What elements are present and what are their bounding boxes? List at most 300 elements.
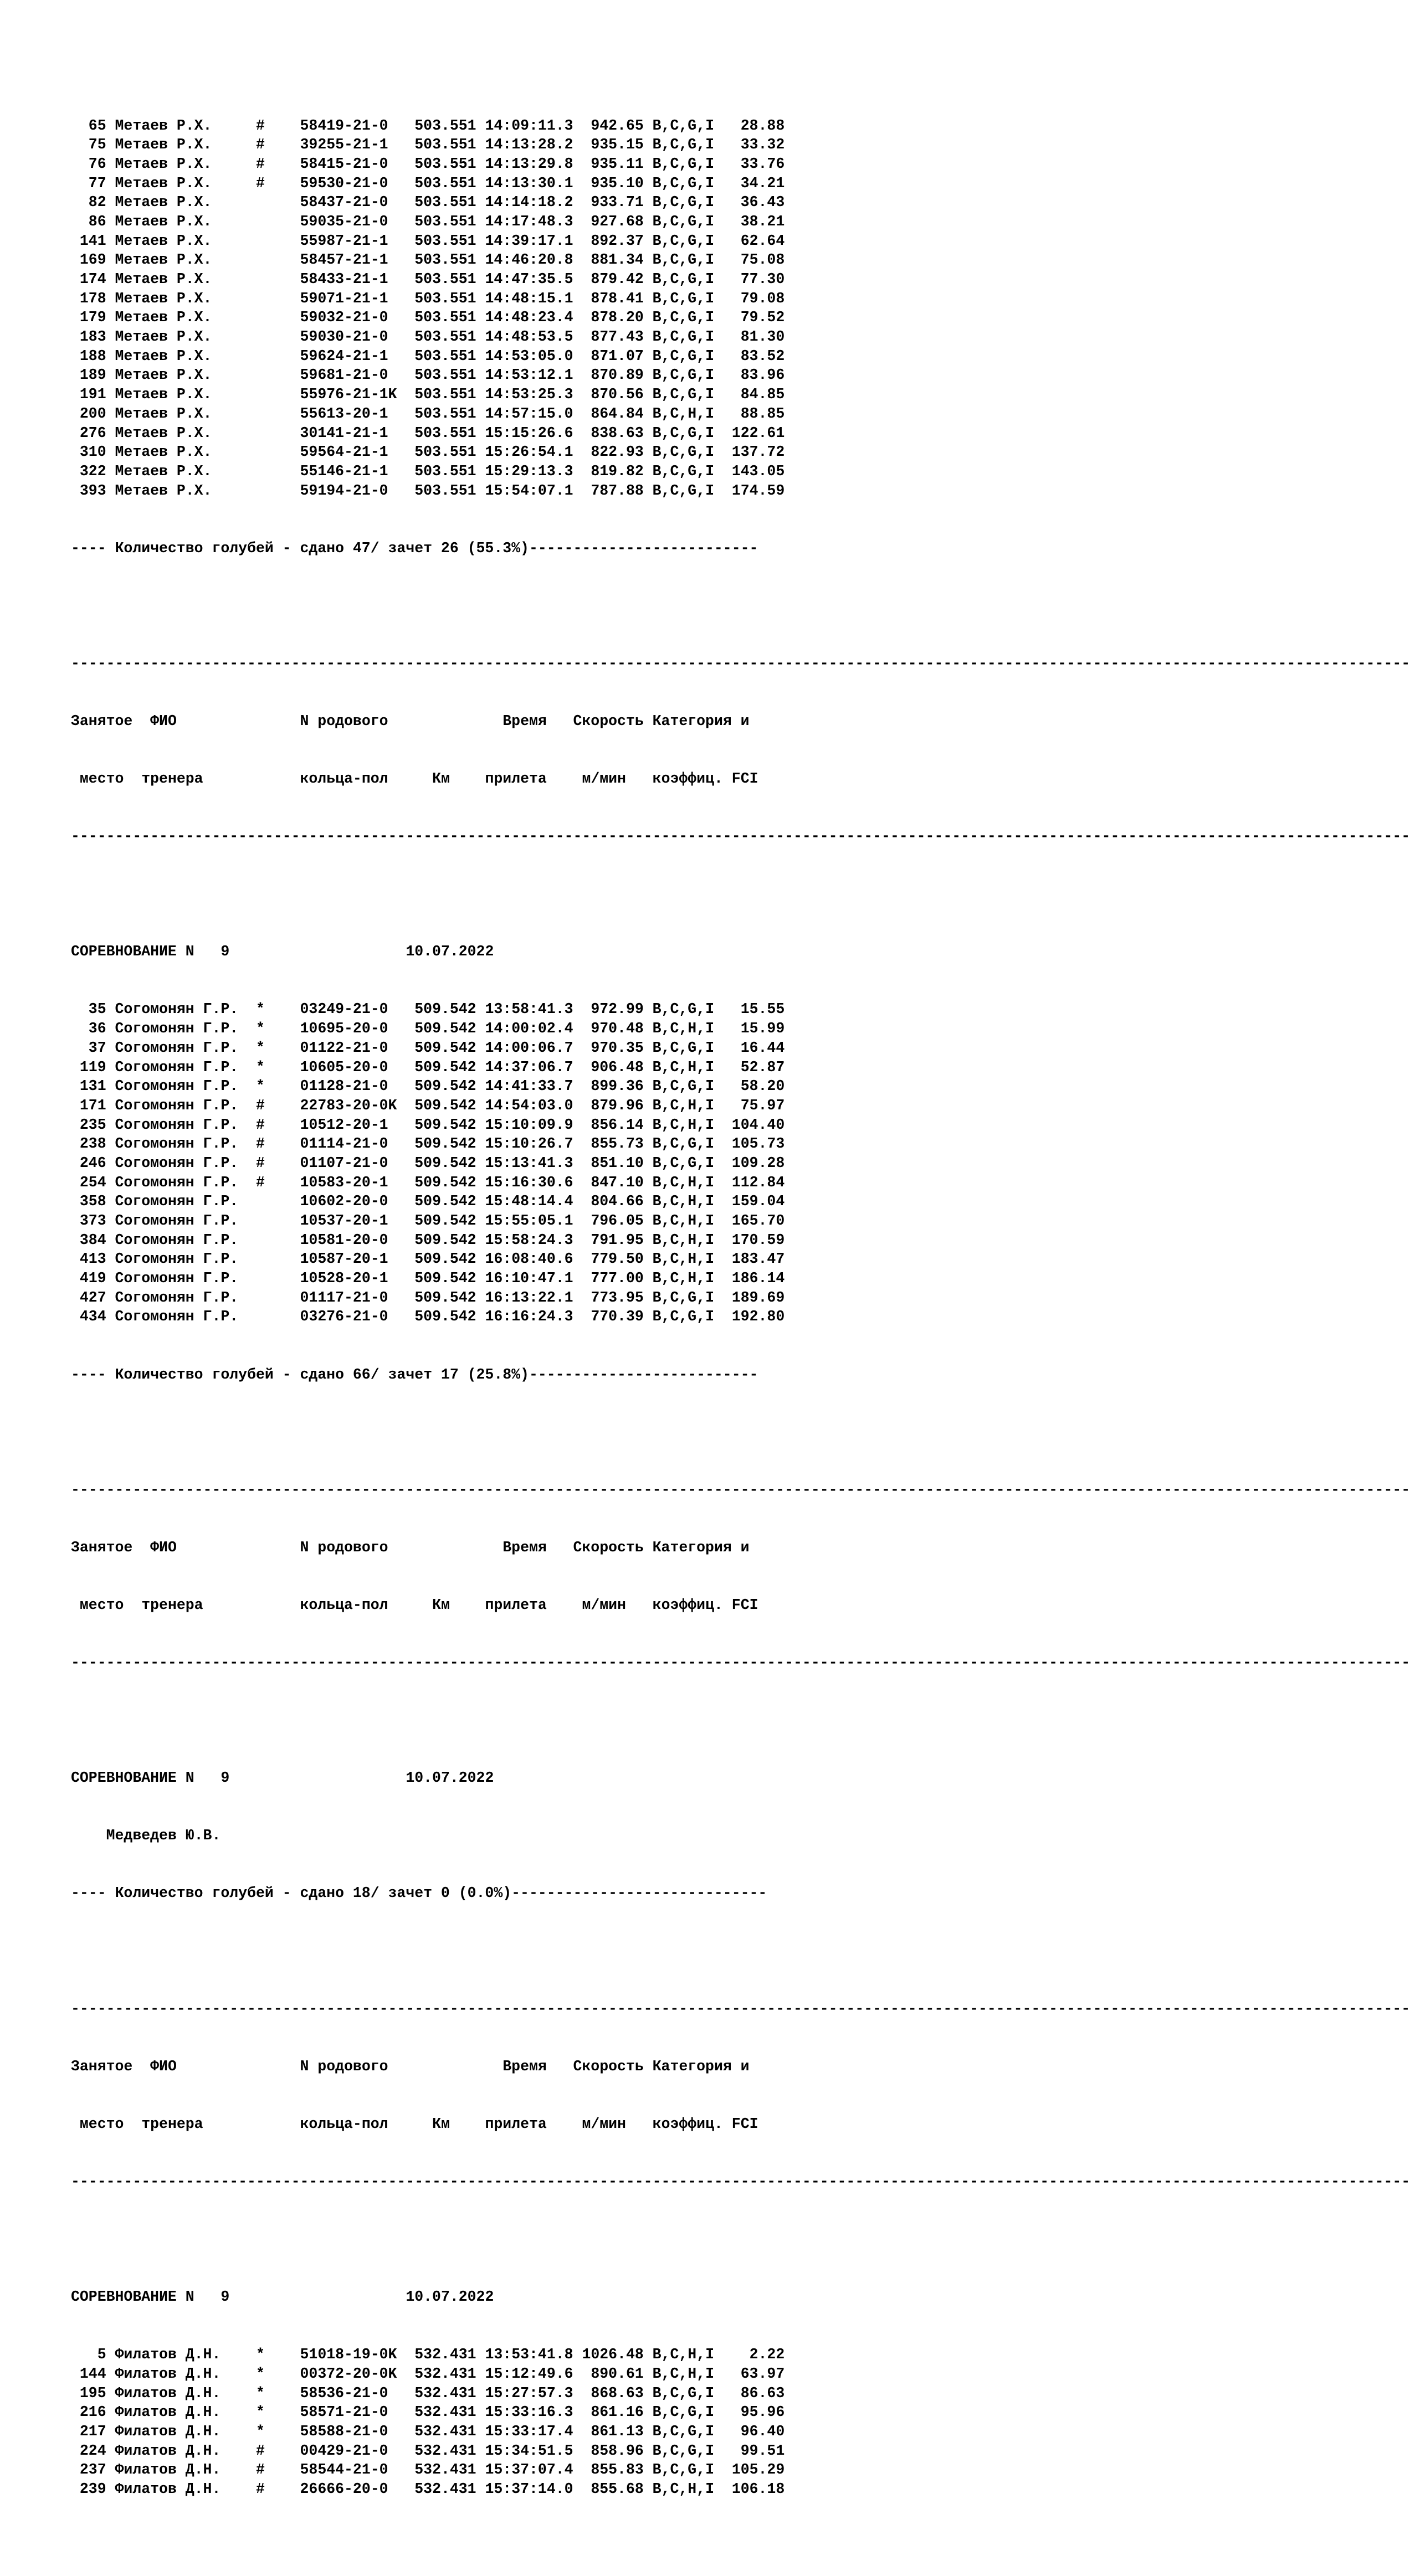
speed-cell: 796.05: [582, 1212, 644, 1230]
col-place-subheader: место: [79, 2115, 124, 2132]
fancier-cell: Согомонян Г.Р.: [115, 1039, 248, 1056]
speed-cell: 870.89: [582, 367, 644, 384]
time-cell: 15:33:16.3: [485, 2404, 573, 2421]
competition-date: 10.07.2022: [406, 2289, 494, 2306]
ring-cell: 59564-21-1: [300, 444, 397, 461]
result-row: [71, 193, 1410, 212]
result-row: [71, 481, 1410, 501]
result-row: [71, 385, 1410, 404]
result-row: [71, 2384, 1410, 2403]
mark-cell: [256, 194, 265, 210]
coef-cell: 95.96: [731, 2404, 785, 2421]
mark-cell: *: [255, 1039, 265, 1056]
result-row: [71, 1019, 1410, 1038]
col-category-header: Категория и: [652, 1539, 750, 1556]
col-speed-subheader: м/мин: [582, 1596, 626, 1613]
result-row: [71, 2422, 1410, 2441]
time-cell: 14:48:23.4: [485, 309, 573, 326]
place-cell: 119: [71, 1058, 106, 1076]
place-cell: 86: [71, 213, 106, 230]
result-row: [71, 1038, 1410, 1058]
col-speed-header: Скорость: [573, 2058, 644, 2075]
km-cell: 532.431: [414, 2384, 476, 2402]
col-time-subheader: прилета: [485, 1596, 547, 1613]
km-cell: 503.551: [414, 367, 476, 384]
time-cell: 16:10:47.1: [485, 1270, 573, 1287]
place-cell: 183: [71, 328, 106, 346]
km-cell: 509.542: [414, 1058, 476, 1076]
category-cell: B,C,H,I: [652, 2346, 714, 2363]
speed-cell: 855.73: [582, 1135, 644, 1153]
place-cell: 65: [71, 117, 106, 134]
col-category-header: Категория и: [652, 2058, 750, 2075]
result-row: [71, 2403, 1410, 2422]
fancier-cell: Филатов Д.Н.: [115, 2423, 248, 2440]
category-cell: B,C,G,I: [652, 232, 714, 249]
result-row: [71, 1058, 1410, 1077]
mark-cell: [256, 328, 265, 345]
coef-cell: 170.59: [731, 1231, 785, 1248]
mark-cell: *: [255, 2423, 265, 2440]
fancier-cell: Метаев Р.Х.: [115, 251, 248, 269]
time-cell: 14:17:48.3: [485, 213, 573, 230]
fancier-cell: Согомонян Г.Р.: [115, 1308, 248, 1325]
fancier-cell: Метаев Р.Х.: [115, 271, 248, 288]
result-row: [71, 2460, 1410, 2480]
time-cell: 15:10:26.7: [485, 1135, 573, 1153]
col-category-subheader: коэффиц. FCI: [652, 1596, 758, 1613]
speed-cell: 847.10: [582, 1174, 644, 1191]
category-cell: B,C,G,I: [652, 2384, 714, 2402]
ring-cell: 59032-21-0: [300, 309, 397, 326]
speed-cell: 856.14: [582, 1116, 644, 1133]
coef-cell: 34.21: [731, 174, 785, 192]
mark-cell: [256, 405, 265, 422]
ring-cell: 30141-21-1: [300, 424, 397, 441]
time-cell: 14:13:29.8: [485, 155, 573, 172]
km-cell: 532.431: [414, 2461, 476, 2479]
ring-cell: 00429-21-0: [300, 2442, 397, 2459]
km-cell: 503.551: [414, 155, 476, 172]
km-cell: 503.551: [414, 290, 476, 307]
km-cell: 503.551: [414, 271, 476, 288]
results-rows-metaev: [71, 116, 1410, 501]
mark-cell: #: [255, 117, 265, 134]
col-time-header: Время: [503, 712, 547, 729]
col-time-subheader: прилета: [485, 770, 547, 788]
ring-cell: 59681-21-0: [300, 367, 397, 384]
results-rows-filatov: [71, 2345, 1410, 2499]
col-ring-header: N родового: [300, 2058, 388, 2075]
km-cell: 503.551: [414, 174, 476, 192]
mark-cell: [256, 1270, 265, 1287]
speed-cell: 878.20: [582, 309, 644, 326]
time-cell: 14:39:17.1: [485, 232, 573, 249]
speed-cell: 881.34: [582, 251, 644, 269]
ring-cell: 55976-21-1K: [300, 386, 397, 403]
col-speed-header: Скорость: [573, 712, 644, 729]
time-cell: 15:29:13.3: [485, 462, 573, 480]
fancier-cell: Метаев Р.Х.: [115, 462, 248, 480]
result-row: [71, 174, 1410, 193]
time-cell: 16:16:24.3: [485, 1308, 573, 1325]
category-cell: B,C,G,I: [652, 444, 714, 461]
mark-cell: #: [255, 136, 265, 153]
coef-cell: 109.28: [731, 1154, 785, 1171]
ring-cell: 55146-21-1: [300, 462, 397, 480]
col-name-subheader: тренера: [141, 1596, 203, 1613]
ring-cell: 59194-21-0: [300, 482, 397, 499]
coef-cell: 81.30: [731, 328, 785, 346]
place-cell: 5: [71, 2346, 106, 2363]
km-cell: 503.551: [414, 194, 476, 211]
time-cell: 15:34:51.5: [485, 2442, 573, 2459]
time-cell: 15:26:54.1: [485, 444, 573, 461]
coef-cell: 99.51: [731, 2442, 785, 2459]
place-cell: 75: [71, 136, 106, 153]
result-row: [71, 1269, 1410, 1288]
column-header-line1: [71, 712, 1410, 731]
column-header-line2: [71, 769, 1410, 789]
mark-cell: #: [255, 2461, 265, 2479]
time-cell: 14:13:30.1: [485, 174, 573, 192]
category-cell: B,C,H,I: [652, 1116, 714, 1133]
time-cell: 16:13:22.1: [485, 1289, 573, 1306]
fancier-cell: Филатов Д.Н.: [115, 2384, 248, 2402]
time-cell: 15:58:24.3: [485, 1231, 573, 1248]
km-cell: 509.542: [414, 1308, 476, 1325]
ring-cell: 26666-20-0: [300, 2481, 397, 2498]
results-document: [71, 20, 1410, 2576]
col-category-subheader: коэффиц. FCI: [652, 770, 758, 788]
fancier-cell: Метаев Р.Х.: [115, 424, 248, 441]
col-name-header: ФИО: [150, 2058, 177, 2075]
category-cell: B,C,G,I: [652, 2442, 714, 2459]
result-row: [71, 289, 1410, 308]
speed-cell: 851.10: [582, 1154, 644, 1171]
speed-cell: 927.68: [582, 213, 644, 230]
coef-cell: 165.70: [731, 1212, 785, 1230]
mark-cell: #: [255, 1174, 265, 1191]
place-cell: 216: [71, 2404, 106, 2421]
km-cell: 503.551: [414, 251, 476, 269]
mark-cell: [256, 482, 265, 499]
fancier-cell: Согомонян Г.Р.: [115, 1289, 248, 1306]
place-cell: 276: [71, 424, 106, 441]
col-speed-subheader: м/мин: [582, 2115, 626, 2132]
column-header-line2: [71, 2115, 1410, 2134]
speed-cell: 879.96: [582, 1097, 644, 1114]
mark-cell: *: [255, 1001, 265, 1018]
ring-cell: 59071-21-1: [300, 290, 397, 307]
block-medvedev: [71, 1730, 1410, 1942]
time-cell: 15:10:09.9: [485, 1116, 573, 1133]
fancier-cell: Согомонян Г.Р.: [115, 1270, 248, 1287]
competition-line: [71, 2287, 1410, 2307]
col-category-header: Категория и: [652, 712, 750, 729]
mark-cell: [256, 1251, 265, 1267]
time-cell: 16:08:40.6: [485, 1251, 573, 1268]
category-cell: B,C,G,I: [652, 1001, 714, 1018]
mark-cell: [256, 367, 265, 383]
place-cell: 141: [71, 232, 106, 249]
category-cell: B,C,G,I: [652, 2423, 714, 2440]
fancier-cell: Метаев Р.Х.: [115, 482, 248, 499]
fancier-cell: Метаев Р.Х.: [115, 405, 248, 422]
mark-cell: #: [255, 2442, 265, 2459]
result-row: [71, 2345, 1410, 2364]
speed-cell: 899.36: [582, 1078, 644, 1095]
result-row: [71, 462, 1410, 481]
mark-cell: [256, 290, 265, 307]
km-cell: 509.542: [414, 1231, 476, 1248]
category-cell: B,C,H,I: [652, 1097, 714, 1114]
place-cell: 191: [71, 386, 106, 403]
col-place-header: Занятое: [71, 2058, 133, 2075]
ring-cell: 10512-20-1: [300, 1116, 397, 1133]
place-cell: 239: [71, 2481, 106, 2498]
summary-line: ---- Количество голубей - сдано 47/ зачет 26 (55.3%)--------------------------: [71, 539, 758, 557]
ring-cell: 59035-21-0: [300, 213, 397, 230]
ring-cell: 10695-20-0: [300, 1020, 397, 1037]
category-cell: B,C,H,I: [652, 1212, 714, 1230]
place-cell: 35: [71, 1001, 106, 1018]
coef-cell: 15.99: [731, 1020, 785, 1037]
place-cell: 224: [71, 2442, 106, 2459]
ring-cell: 58457-21-1: [300, 251, 397, 269]
coef-cell: 174.59: [731, 482, 785, 499]
speed-cell: 804.66: [582, 1193, 644, 1210]
place-cell: 179: [71, 309, 106, 326]
result-row: [71, 1250, 1410, 1269]
speed-cell: 870.56: [582, 386, 644, 403]
km-cell: 509.542: [414, 1097, 476, 1114]
speed-cell: 935.10: [582, 174, 644, 192]
km-cell: 503.551: [414, 136, 476, 153]
coef-cell: 84.85: [731, 386, 785, 403]
ring-cell: 58437-21-0: [300, 194, 397, 211]
fancier-cell: Филатов Д.Н.: [115, 2365, 248, 2382]
result-row: [71, 135, 1410, 155]
summary-line: ---- Количество голубей - сдано 66/ зачет 17 (25.8%)--------------------------: [71, 1366, 758, 1383]
category-cell: B,C,G,I: [652, 347, 714, 364]
km-cell: 503.551: [414, 444, 476, 461]
time-cell: 14:09:11.3: [485, 117, 573, 134]
column-header-line2: [71, 1596, 1410, 1615]
coef-cell: 106.18: [731, 2481, 785, 2498]
category-cell: B,C,H,I: [652, 405, 714, 422]
place-cell: 195: [71, 2384, 106, 2402]
place-cell: 131: [71, 1078, 106, 1095]
summary-text: Количество голубей - сдано 66/ зачет 17 (25.8%): [115, 1366, 529, 1383]
category-cell: B,C,H,I: [652, 2365, 714, 2382]
fancier-cell: Филатов Д.Н.: [115, 2461, 248, 2479]
fancier-cell: Метаев Р.Х.: [115, 328, 248, 346]
ring-cell: 01117-21-0: [300, 1289, 397, 1306]
fancier-cell: Согомонян Г.Р.: [115, 1212, 248, 1230]
time-cell: 15:37:14.0: [485, 2481, 573, 2498]
speed-cell: 890.61: [582, 2365, 644, 2382]
result-row: [71, 116, 1410, 136]
km-cell: 509.542: [414, 1078, 476, 1095]
mark-cell: [256, 386, 265, 403]
result-row: [71, 347, 1410, 366]
mark-cell: [256, 444, 265, 460]
coef-cell: 33.32: [731, 136, 785, 153]
result-row: [71, 1134, 1410, 1154]
col-place-header: Занятое: [71, 712, 133, 729]
fancier-cell: Согомонян Г.Р.: [115, 1231, 248, 1248]
mark-cell: [256, 309, 265, 326]
coef-cell: 28.88: [731, 117, 785, 134]
competition-label: СОРЕВНОВАНИЕ N: [71, 2289, 194, 2306]
speed-cell: 777.00: [582, 1270, 644, 1287]
divider: --------------------------------------------------------------------------------------------------------------------------------------------------------: [71, 1654, 1410, 1672]
result-row: [71, 1231, 1410, 1250]
speed-cell: 933.71: [582, 194, 644, 211]
category-cell: B,C,G,I: [652, 251, 714, 269]
fancier-cell: Метаев Р.Х.: [115, 174, 248, 192]
mark-cell: [256, 271, 265, 287]
coef-cell: 75.97: [731, 1097, 785, 1114]
col-km-header: Км: [432, 1596, 450, 1613]
place-cell: 237: [71, 2461, 106, 2479]
mark-cell: #: [255, 1097, 265, 1114]
mark-cell: *: [255, 2404, 265, 2421]
speed-cell: 878.41: [582, 290, 644, 307]
ring-cell: 01122-21-0: [300, 1039, 397, 1056]
fancier-cell: Метаев Р.Х.: [115, 444, 248, 461]
ring-cell: 58433-21-1: [300, 271, 397, 288]
coef-cell: 83.96: [731, 367, 785, 384]
ring-cell: 10581-20-0: [300, 1231, 397, 1248]
km-cell: 503.551: [414, 213, 476, 230]
category-cell: B,C,G,I: [652, 1154, 714, 1171]
place-cell: 413: [71, 1251, 106, 1268]
coef-cell: 105.73: [731, 1135, 785, 1153]
ring-cell: 10583-20-1: [300, 1174, 397, 1191]
km-cell: 503.551: [414, 482, 476, 499]
km-cell: 509.542: [414, 1039, 476, 1056]
divider: --------------------------------------------------------------------------------------------------------------------------------------------------------: [71, 828, 1410, 845]
result-row: [71, 250, 1410, 270]
col-ring-subheader: кольца-пол: [300, 1596, 388, 1613]
result-row: [71, 1173, 1410, 1192]
coef-cell: 159.04: [731, 1193, 785, 1210]
col-ring-header: N родового: [300, 712, 388, 729]
fancier-cell: Метаев Р.Х.: [115, 136, 248, 153]
col-time-subheader: прилета: [485, 2115, 547, 2132]
category-cell: B,C,G,I: [652, 424, 714, 441]
time-cell: 14:48:15.1: [485, 290, 573, 307]
competition-label: СОРЕВНОВАНИЕ N: [71, 943, 194, 960]
ring-cell: 01114-21-0: [300, 1135, 397, 1153]
place-cell: 178: [71, 290, 106, 307]
place-cell: 77: [71, 174, 106, 192]
time-cell: 14:54:03.0: [485, 1097, 573, 1114]
coef-cell: 79.52: [731, 309, 785, 326]
ring-cell: 58588-21-0: [300, 2423, 397, 2440]
fancier-cell: Метаев Р.Х.: [115, 155, 248, 172]
fancier-cell: Филатов Д.Н.: [115, 2404, 248, 2421]
ring-cell: 58536-21-0: [300, 2384, 397, 2402]
fancier-cell: Метаев Р.Х.: [115, 309, 248, 326]
ring-cell: 58415-21-0: [300, 155, 397, 172]
speed-cell: 855.83: [582, 2461, 644, 2479]
ring-cell: 01128-21-0: [300, 1078, 397, 1095]
fancier-cell: Согомонян Г.Р.: [115, 1078, 248, 1095]
time-cell: 14:48:53.5: [485, 328, 573, 346]
fancier-cell: Метаев Р.Х.: [115, 367, 248, 384]
ring-cell: 10602-20-0: [300, 1193, 397, 1210]
speed-cell: 864.84: [582, 405, 644, 422]
mark-cell: *: [255, 1058, 265, 1076]
ring-cell: 55613-20-1: [300, 405, 397, 422]
fancier-cell: Согомонян Г.Р.: [115, 1193, 248, 1210]
mark-cell: [256, 463, 265, 480]
competition-date: 10.07.2022: [406, 943, 494, 960]
speed-cell: 773.95: [582, 1289, 644, 1306]
place-cell: 37: [71, 1039, 106, 1056]
category-cell: B,C,H,I: [652, 1270, 714, 1287]
place-cell: 200: [71, 405, 106, 422]
fancier-cell: Филатов Д.Н.: [115, 2346, 248, 2363]
divider: --------------------------------------------------------------------------------------------------------------------------------------------------------: [71, 1481, 1410, 1498]
summary-line: ---- Количество голубей - сдано 18/ зачет 0 (0.0%)-----------------------------: [71, 1885, 767, 1902]
speed-cell: 868.63: [582, 2384, 644, 2402]
col-place-subheader: место: [79, 770, 124, 788]
result-row: [71, 155, 1410, 174]
coef-cell: 88.85: [731, 405, 785, 422]
mark-cell: [256, 425, 265, 441]
col-name-subheader: тренера: [141, 770, 203, 788]
category-cell: B,C,G,I: [652, 1039, 714, 1056]
fancier-cell: Метаев Р.Х.: [115, 194, 248, 211]
category-cell: B,C,H,I: [652, 1193, 714, 1210]
fancier-cell: Метаев Р.Х.: [115, 232, 248, 249]
divider: --------------------------------------------------------------------------------------------------------------------------------------------------------: [71, 2000, 1410, 2017]
result-row: [71, 1211, 1410, 1231]
fancier-name-line: [71, 1826, 1410, 1845]
time-cell: 15:48:14.4: [485, 1193, 573, 1210]
result-row: [71, 1307, 1410, 1326]
mark-cell: [256, 233, 265, 249]
place-cell: 246: [71, 1154, 106, 1171]
coef-cell: 15.55: [731, 1001, 785, 1018]
ring-cell: 00372-20-0K: [300, 2365, 397, 2382]
place-cell: 310: [71, 444, 106, 461]
col-km-header: Км: [432, 2115, 450, 2132]
coef-cell: 104.40: [731, 1116, 785, 1133]
result-row: [71, 2441, 1410, 2461]
mark-cell: [256, 251, 265, 268]
category-cell: B,C,G,I: [652, 213, 714, 230]
mark-cell: #: [255, 174, 265, 192]
result-row: [71, 308, 1410, 327]
km-cell: 509.542: [414, 1251, 476, 1268]
col-ring-subheader: кольца-пол: [300, 770, 388, 788]
category-cell: B,C,G,I: [652, 136, 714, 153]
speed-cell: 858.96: [582, 2442, 644, 2459]
time-cell: 13:53:41.8: [485, 2346, 573, 2363]
place-cell: 169: [71, 251, 106, 269]
speed-cell: 838.63: [582, 424, 644, 441]
fancier-cell: Согомонян Г.Р.: [115, 1058, 248, 1076]
km-cell: 532.431: [414, 2365, 476, 2382]
time-cell: 14:37:06.7: [485, 1058, 573, 1076]
col-name-subheader: тренера: [141, 2115, 203, 2132]
col-speed-subheader: м/мин: [582, 770, 626, 788]
